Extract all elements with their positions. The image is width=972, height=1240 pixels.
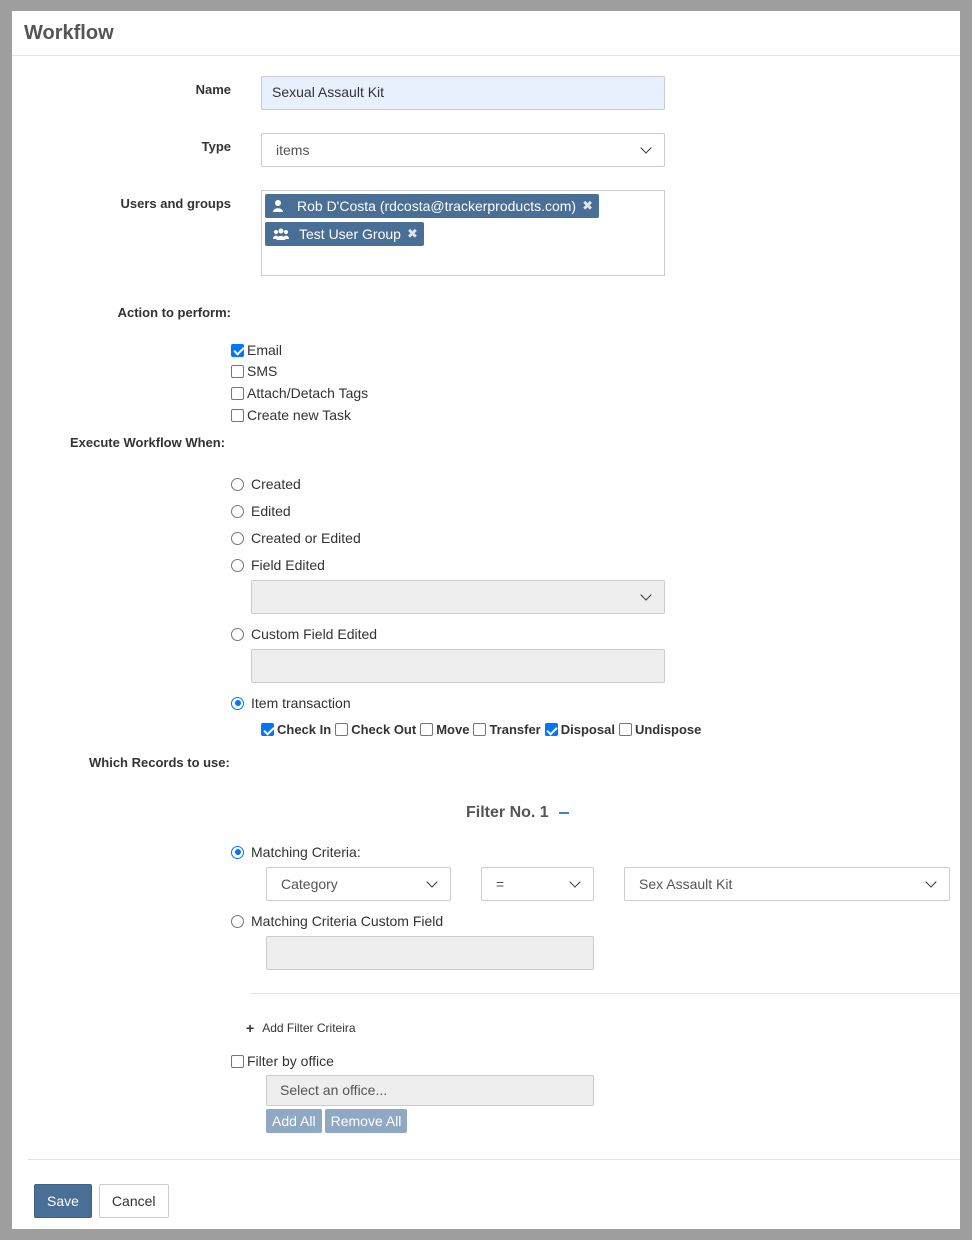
matching-custom-field-radio[interactable]: [231, 915, 244, 928]
undispose-checkbox[interactable]: [619, 723, 632, 736]
footer-divider: [28, 1159, 960, 1160]
matching-custom-field-option: [231, 913, 443, 929]
save-button[interactable]: Save: [34, 1184, 92, 1218]
execute-custom-field-edited: [231, 626, 377, 642]
field-edited-radio[interactable]: [231, 559, 244, 572]
matching-criteria-option: [231, 844, 361, 860]
remove-filter-icon[interactable]: [559, 812, 569, 814]
name-input[interactable]: Sexual Assault Kit: [261, 76, 665, 110]
office-select-input[interactable]: Select an office...: [266, 1075, 594, 1106]
created-label: Created: [251, 476, 301, 492]
chevron-down-icon: [640, 142, 651, 153]
modal-header: [12, 11, 960, 56]
type-select-value: items: [276, 142, 310, 158]
chevron-down-icon: [925, 876, 936, 887]
move-label: Move: [436, 722, 470, 737]
item-transaction-radio[interactable]: [231, 697, 244, 710]
execute-field-edited: [231, 557, 325, 573]
cancel-button[interactable]: Cancel: [99, 1184, 169, 1218]
type-label: Type: [201, 139, 231, 154]
remove-all-button[interactable]: Remove All: [325, 1109, 408, 1133]
check-out-checkbox[interactable]: [335, 723, 348, 736]
move-checkbox[interactable]: [420, 723, 433, 736]
divider: [250, 993, 960, 994]
transfer-checkbox[interactable]: [473, 723, 486, 736]
remove-tag-icon[interactable]: ✖: [406, 226, 418, 241]
modal-footer: [34, 1184, 169, 1218]
chevron-down-icon: [569, 876, 580, 887]
transaction-options: [261, 722, 701, 737]
plus-icon: +: [246, 1020, 255, 1036]
criteria-field-value: Category: [281, 876, 338, 892]
item-transaction-label: Item transaction: [251, 695, 351, 711]
task-checkbox[interactable]: [231, 409, 244, 422]
group-tag-label: Test User Group: [299, 226, 401, 242]
check-in-checkbox[interactable]: [261, 723, 274, 736]
field-edited-select[interactable]: [251, 580, 665, 614]
tags-checkbox[interactable]: [231, 387, 244, 400]
filter-by-office-checkbox[interactable]: [231, 1055, 244, 1068]
criteria-operator-value: =: [496, 876, 505, 892]
check-out-label: Check Out: [351, 722, 417, 737]
disposal-checkbox[interactable]: [545, 723, 558, 736]
filter-by-office-label: Filter by office: [247, 1053, 334, 1069]
matching-criteria-label: Matching Criteria:: [251, 844, 361, 860]
filter-header: [466, 804, 569, 822]
filter-title: Filter No. 1: [466, 804, 549, 821]
action-email: [231, 342, 282, 358]
execute-edited: [231, 503, 291, 519]
name-label: Name: [195, 82, 231, 97]
criteria-operator-select[interactable]: [481, 867, 594, 901]
chevron-down-icon: [426, 876, 437, 887]
matching-custom-field-input[interactable]: [266, 936, 594, 970]
edited-label: Edited: [251, 503, 291, 519]
user-tag: [265, 194, 599, 218]
task-label: Create new Task: [247, 407, 352, 423]
created-radio[interactable]: [231, 478, 244, 491]
workflow-modal: [12, 11, 960, 1229]
field-edited-label: Field Edited: [251, 557, 325, 573]
action-task: [231, 407, 351, 423]
page-title: Workflow: [24, 22, 114, 44]
add-filter-criteria-link[interactable]: [246, 1020, 356, 1036]
add-filter-criteria-label: Add Filter Criteira: [262, 1021, 356, 1035]
execute-created-or-edited: [231, 530, 361, 546]
action-label: Action to perform:: [117, 305, 231, 320]
add-all-button[interactable]: Add All: [266, 1109, 322, 1133]
email-checkbox[interactable]: [231, 344, 244, 357]
filter-by-office-option: [231, 1053, 334, 1069]
type-select[interactable]: [261, 133, 665, 167]
tags-label: Attach/Detach Tags: [247, 385, 369, 401]
custom-field-edited-label: Custom Field Edited: [251, 626, 378, 642]
sms-label: SMS: [247, 363, 278, 379]
chevron-down-icon: [640, 589, 651, 600]
execute-label: Execute Workflow When:: [70, 435, 226, 450]
execute-created: [231, 476, 301, 492]
undispose-label: Undispose: [634, 722, 702, 737]
users-group-icon: [273, 228, 289, 240]
matching-criteria-radio[interactable]: [231, 846, 244, 859]
check-in-label: Check In: [277, 722, 332, 737]
email-label: Email: [247, 342, 283, 358]
user-icon: [273, 200, 283, 212]
group-tag: [265, 222, 424, 246]
action-sms: [231, 363, 277, 379]
execute-item-transaction: [231, 695, 351, 711]
edited-radio[interactable]: [231, 505, 244, 518]
office-buttons: [266, 1109, 407, 1133]
criteria-value: Sex Assault Kit: [639, 876, 733, 892]
sms-checkbox[interactable]: [231, 365, 244, 378]
transfer-label: Transfer: [489, 722, 541, 737]
user-tag-label: Rob D'Costa (rdcosta@trackerproducts.com): [297, 198, 577, 214]
disposal-label: Disposal: [560, 722, 615, 737]
users-groups-label: Users and groups: [120, 196, 231, 211]
criteria-field-select[interactable]: [266, 867, 451, 901]
custom-field-edited-radio[interactable]: [231, 628, 244, 641]
action-tags: [231, 385, 368, 401]
created-or-edited-radio[interactable]: [231, 532, 244, 545]
created-or-edited-label: Created or Edited: [251, 530, 361, 546]
matching-custom-field-label: Matching Criteria Custom Field: [251, 913, 444, 929]
records-label: Which Records to use:: [89, 755, 230, 770]
custom-field-input[interactable]: [251, 649, 665, 683]
criteria-value-select[interactable]: [624, 867, 950, 901]
remove-tag-icon[interactable]: ✖: [582, 198, 593, 213]
